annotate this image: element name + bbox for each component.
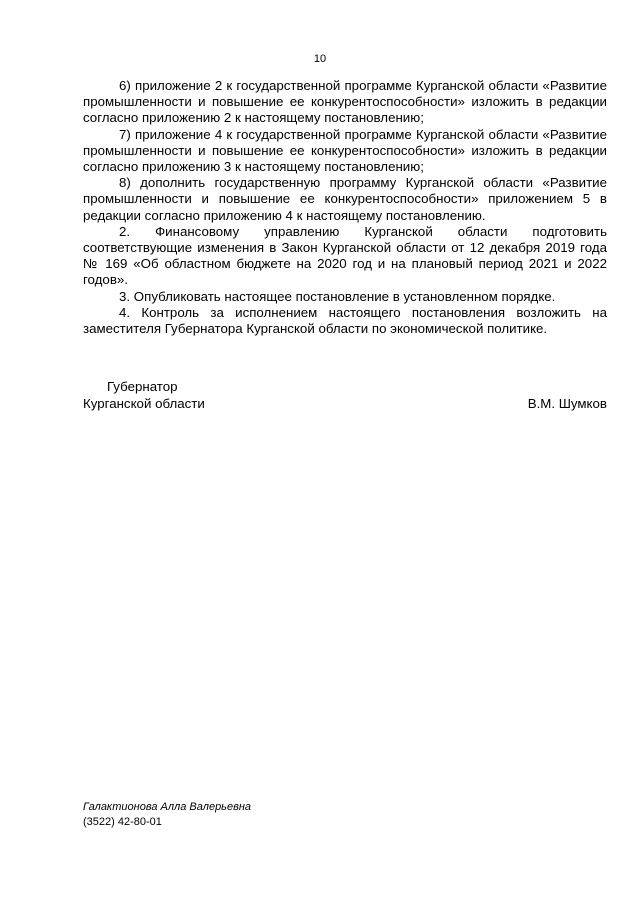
signatory-name: В.М. Шумков [527,396,607,411]
executor-name: Галактионова Алла Валерьевна [83,801,251,813]
document-body [83,78,607,337]
paragraph-item-7: 7) приложение 4 к государственной программе Курганской области «Развитие промышленности и повышение ее конкурентоспособности» изложить в редакции согласно приложению 3 к настоящему постановлению; [83,126,607,175]
signatory-region: Курганской области [83,396,205,411]
paragraph-item-6: 6) приложение 2 к государственной программе Курганской области «Развитие промышленности и повышение ее конкурентоспособности» изложить в редакции согласно приложению 2 к настоящему постановлению; [83,78,607,126]
page-number: 10 [313,53,327,65]
paragraph-clause-3: 3. Опубликовать настоящее постановление в установленном порядке. [119,288,556,304]
paragraph-clause-2: 2. Финансовому управлению Курганской области подготовить соответствующие изменения в Закон Курганской области от 12 декабря 2019 года № 169 «Об областном бюджете на 2020 год и на плановый период 2021 и 2022 годов». [83,223,607,288]
executor-contact [83,800,251,830]
paragraph-item-8: 8) дополнить государственную программу Курганской области «Развитие промышленности и повышение ее конкурентоспособности» приложением 5 в редакции согласно приложению 4 к настоящему постановлению. [83,175,607,223]
executor-phone: (3522) 42-80-01 [83,816,162,828]
signatory-title: Губернатор [107,379,178,394]
paragraph-clause-4: 4. Контроль за исполнением настоящего постановления возложить на заместителя Губернатора Курганской области по экономической политике. [83,304,607,337]
signature-block [83,378,607,418]
